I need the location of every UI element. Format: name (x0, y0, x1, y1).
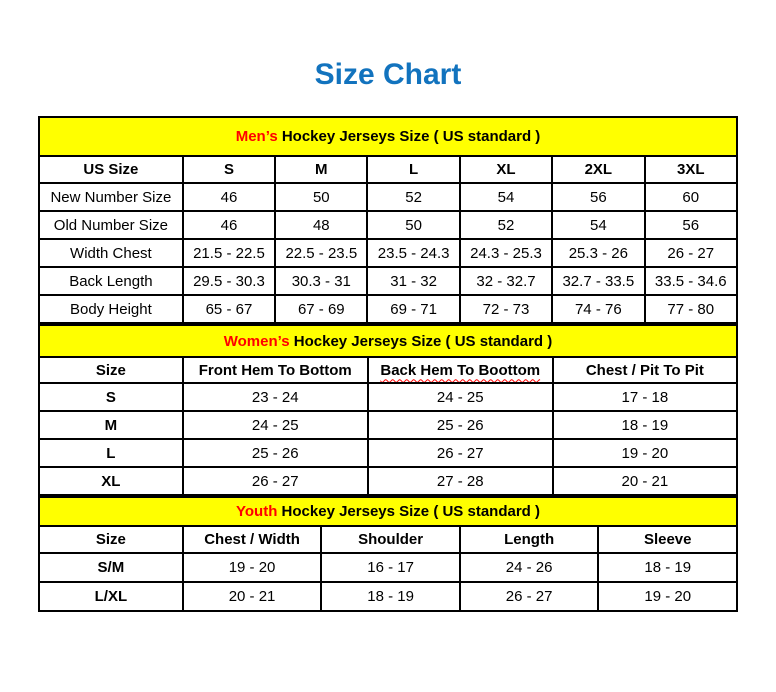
womens-header-row (39, 357, 737, 383)
youth-row-label-s-m: S/M (39, 553, 183, 582)
mens-data-row-back-length (39, 267, 737, 295)
youth-cell-s-m-0: 19 - 20 (183, 553, 322, 582)
mens-cell-new-number-size-2: 52 (367, 183, 459, 211)
mens-cell-body-height-3: 72 - 73 (460, 295, 552, 323)
womens-cell-l-1: 26 - 27 (368, 439, 553, 467)
youth-cell-s-m-3: 18 - 19 (598, 553, 737, 582)
womens-data-row-xl (39, 467, 737, 495)
womens-cell-l-0: 25 - 26 (183, 439, 368, 467)
youth-size-table (38, 496, 738, 612)
womens-data-row-m (39, 411, 737, 439)
mens-section-band (39, 117, 737, 156)
womens-col-header-misspelled-text: Back Hem To Boottom (380, 361, 541, 379)
womens-cell-m-0: 24 - 25 (183, 411, 368, 439)
mens-cell-new-number-size-0: 46 (183, 183, 275, 211)
mens-row-label-width-chest: Width Chest (39, 239, 183, 267)
mens-col-header-xl: XL (460, 156, 552, 183)
youth-cell-s-m-1: 16 - 17 (321, 553, 460, 582)
womens-col-header-front-hem-to-bottom: Front Hem To Bottom (183, 357, 368, 383)
youth-header-row (39, 526, 737, 553)
youth-section-band (39, 497, 737, 526)
womens-col-header-chest-pit-to-pit: Chest / Pit To Pit (553, 357, 737, 383)
womens-section-band (39, 325, 737, 357)
mens-row-label-body-height: Body Height (39, 295, 183, 323)
mens-cell-old-number-size-5: 56 (645, 211, 738, 239)
mens-cell-new-number-size-5: 60 (645, 183, 738, 211)
mens-cell-body-height-5: 77 - 80 (645, 295, 738, 323)
womens-cell-m-1: 25 - 26 (368, 411, 553, 439)
youth-data-row-l-xl (39, 582, 737, 611)
womens-size-table (38, 324, 738, 496)
mens-data-row-old-number-size (39, 211, 737, 239)
womens-section-title-accent: Women’s (223, 332, 290, 350)
womens-cell-xl-1: 27 - 28 (368, 467, 553, 495)
youth-section-title (39, 497, 737, 526)
youth-col-header-chest-width: Chest / Width (183, 526, 322, 553)
mens-cell-width-chest-5: 26 - 27 (645, 239, 738, 267)
womens-cell-s-1: 24 - 25 (368, 383, 553, 411)
youth-section-title-accent: Youth (236, 503, 278, 520)
mens-row-label-new-number-size: New Number Size (39, 183, 183, 211)
youth-cell-l-xl-1: 18 - 19 (321, 582, 460, 611)
youth-cell-s-m-2: 24 - 26 (460, 553, 599, 582)
mens-row-label-old-number-size: Old Number Size (39, 211, 183, 239)
mens-cell-old-number-size-3: 52 (460, 211, 552, 239)
mens-data-row-body-height (39, 295, 737, 323)
womens-col-header-back-hem-to-boottom (368, 357, 553, 383)
mens-data-row-new-number-size (39, 183, 737, 211)
youth-col-header-sleeve: Sleeve (598, 526, 737, 553)
mens-cell-back-length-1: 30.3 - 31 (275, 267, 367, 295)
mens-cell-new-number-size-1: 50 (275, 183, 367, 211)
mens-cell-old-number-size-1: 48 (275, 211, 367, 239)
mens-cell-old-number-size-4: 54 (552, 211, 644, 239)
mens-cell-width-chest-0: 21.5 - 22.5 (183, 239, 275, 267)
mens-cell-new-number-size-4: 56 (552, 183, 644, 211)
womens-section-title-rest: Hockey Jerseys Size ( US standard ) (289, 332, 553, 350)
mens-col-header-m: M (275, 156, 367, 183)
womens-cell-l-2: 19 - 20 (553, 439, 737, 467)
mens-cell-body-height-4: 74 - 76 (552, 295, 644, 323)
size-tables-container (38, 116, 738, 612)
womens-row-label-l: L (39, 439, 183, 467)
mens-header-row (39, 156, 737, 183)
womens-row-label-xl: XL (39, 467, 183, 495)
youth-col-header-shoulder: Shoulder (321, 526, 460, 553)
mens-col-header-l: L (367, 156, 459, 183)
mens-col-header-3xl: 3XL (645, 156, 738, 183)
mens-cell-width-chest-2: 23.5 - 24.3 (367, 239, 459, 267)
mens-cell-back-length-3: 32 - 32.7 (460, 267, 552, 295)
youth-cell-l-xl-0: 20 - 21 (183, 582, 322, 611)
womens-col-header-size: Size (39, 357, 183, 383)
mens-col-header-2xl: 2XL (552, 156, 644, 183)
mens-cell-body-height-1: 67 - 69 (275, 295, 367, 323)
mens-cell-back-length-2: 31 - 32 (367, 267, 459, 295)
womens-row-label-s: S (39, 383, 183, 411)
womens-cell-m-2: 18 - 19 (553, 411, 737, 439)
mens-size-table (38, 116, 738, 324)
womens-cell-xl-0: 26 - 27 (183, 467, 368, 495)
womens-cell-xl-2: 20 - 21 (553, 467, 737, 495)
womens-cell-s-0: 23 - 24 (183, 383, 368, 411)
mens-col-header-us-size: US Size (39, 156, 183, 183)
womens-data-row-s (39, 383, 737, 411)
womens-section-title (39, 325, 737, 357)
youth-cell-l-xl-2: 26 - 27 (460, 582, 599, 611)
mens-cell-back-length-0: 29.5 - 30.3 (183, 267, 275, 295)
mens-section-title-accent: Men’s (235, 128, 278, 145)
youth-col-header-size: Size (39, 526, 183, 553)
mens-col-header-s: S (183, 156, 275, 183)
mens-cell-back-length-5: 33.5 - 34.6 (645, 267, 738, 295)
mens-cell-old-number-size-2: 50 (367, 211, 459, 239)
mens-cell-body-height-2: 69 - 71 (367, 295, 459, 323)
mens-section-title (39, 117, 737, 156)
mens-cell-width-chest-1: 22.5 - 23.5 (275, 239, 367, 267)
mens-cell-width-chest-4: 25.3 - 26 (552, 239, 644, 267)
youth-row-label-l-xl: L/XL (39, 582, 183, 611)
youth-data-row-s-m (39, 553, 737, 582)
youth-cell-l-xl-3: 19 - 20 (598, 582, 737, 611)
mens-cell-body-height-0: 65 - 67 (183, 295, 275, 323)
mens-cell-back-length-4: 32.7 - 33.5 (552, 267, 644, 295)
mens-cell-old-number-size-0: 46 (183, 211, 275, 239)
page-title: Size Chart (314, 58, 462, 91)
mens-cell-new-number-size-3: 54 (460, 183, 552, 211)
youth-col-header-length: Length (460, 526, 599, 553)
womens-row-label-m: M (39, 411, 183, 439)
mens-cell-width-chest-3: 24.3 - 25.3 (460, 239, 552, 267)
womens-data-row-l (39, 439, 737, 467)
mens-data-row-width-chest (39, 239, 737, 267)
mens-section-title-rest: Hockey Jerseys Size ( US standard ) (277, 128, 541, 145)
youth-section-title-rest: Hockey Jerseys Size ( US standard ) (277, 503, 540, 520)
womens-cell-s-2: 17 - 18 (553, 383, 737, 411)
mens-row-label-back-length: Back Length (39, 267, 183, 295)
